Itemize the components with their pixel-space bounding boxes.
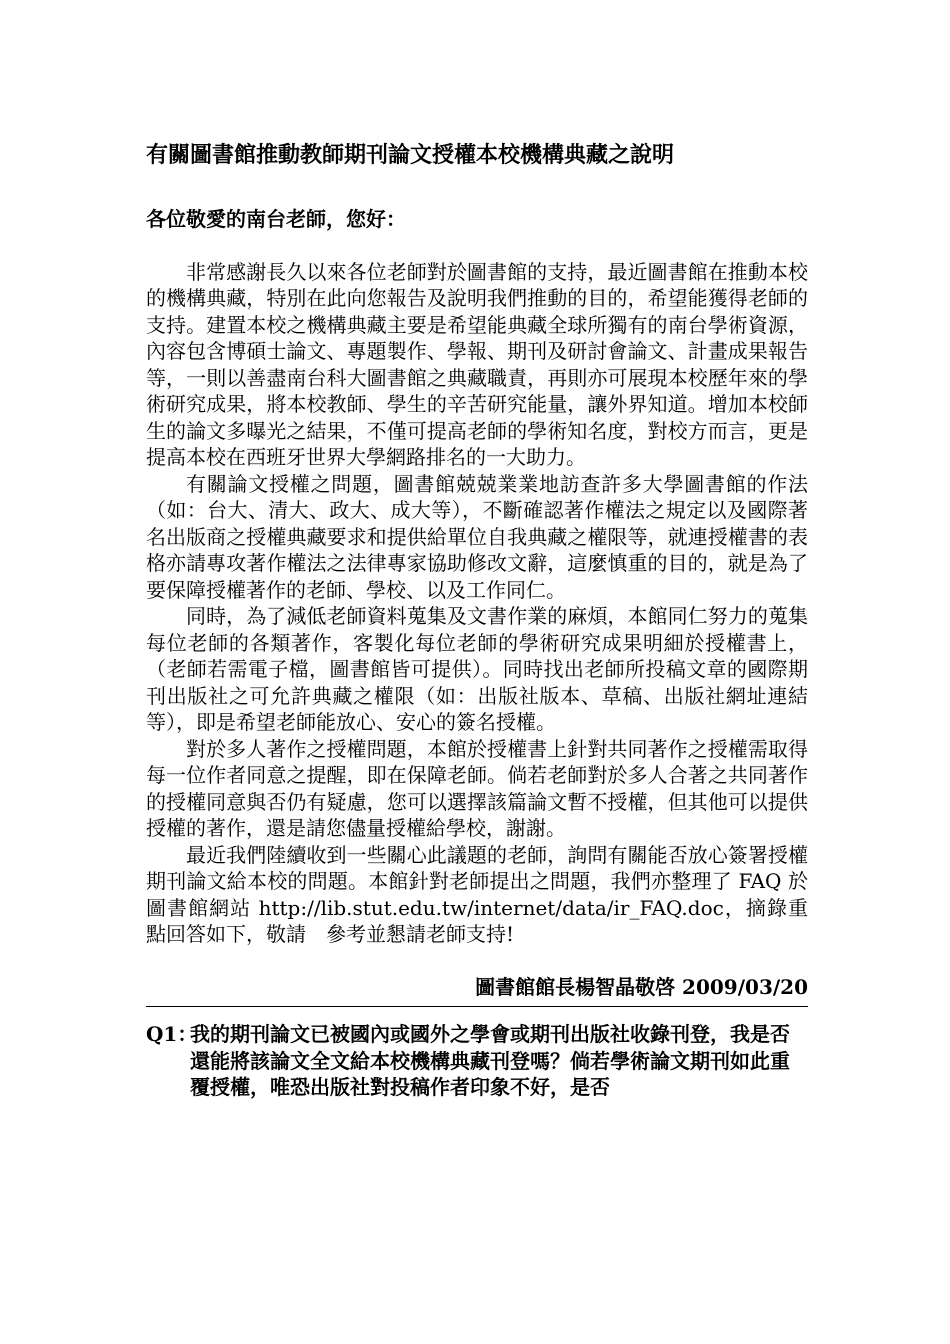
paragraph-1: 非常感謝長久以來各位老師對於圖書館的支持，最近圖書館在推動本校的機構典藏，特別在此向您報告及說明我們推動的目的，希望能獲得老師的支持。建置本校之機構典藏主要是希望能典藏全球所獨有的南台學術資源，內容包含博碩士論文、專題製作、學報、期刊及研討會論文、計畫成果報告等，一則以善盡南台科大圖書館之典藏職責，再則亦可展現本校歷年來的學術研究成果，將本校教師、學生的辛苦研究能量，讓外界知道。增加本校師生的論文多曝光之結果，不僅可提高老師的學術知名度，對校方而言，更是提高本校在西班牙世界大學網路排名的一大助力。	[146, 259, 808, 469]
salutation: 各位敬愛的南台老師，您好：	[146, 207, 406, 231]
paragraph-2: 有關論文授權之問題，圖書館兢兢業業地訪查許多大學圖書館的作法（如：台大、清大、政大、成大等），不斷確認著作權法之規定以及國際著名出版商之授權典藏要求和提供給單位自我典藏之權限等，就連授權書的表格亦請專攻著作權法之法律專家協助修改文辭，這麼慎重的目的，就是為了要保障授權著作的老師、學校、以及工作同仁。	[146, 471, 808, 602]
paragraph-4: 對於多人著作之授權問題，本館於授權書上針對共同著作之授權需取得每一位作者同意之提醒，即在保障老師。倘若老師對於多人合著之共同著作的授權同意與否仍有疑慮，您可以選擇該篇論文暫不授權，但其他可以提供授權的著作，還是請您儘量授權給學校，謝謝。	[146, 736, 808, 840]
document-title: 有關圖書館推動教師期刊論文授權本校機構典藏之說明	[146, 142, 675, 168]
faq-question-1	[146, 1021, 808, 1101]
paragraph-3: 同時，為了減低老師資料蒐集及文書作業的麻煩，本館同仁努力的蒐集每位老師的各類著作，客製化每位老師的學術研究成果明細於授權書上，（老師若需電子檔，圖書館皆可提供）。同時找出老師所投稿文章的國際期刊出版社之可允許典藏之權限（如：出版社版本、草稿、出版社網址連結等），即是希望老師能放心、安心的簽名授權。	[146, 604, 808, 734]
signature: 圖書館館長楊智晶敬啓 2009/03/20	[475, 974, 808, 999]
faq-question-label: Q1：	[146, 1022, 198, 1046]
faq-question-text: 我的期刊論文已被國內或國外之學會或期刊出版社收錄刊登，我是否還能將該論文全文給本校機構典藏刊登嗎？倘若學術論文期刊如此重覆授權，唯恐出版社對投稿作者印象不好，是否	[190, 1022, 790, 1099]
document-page	[146, 140, 808, 1101]
paragraph-5: 最近我們陸續收到一些關心此議題的老師，詢問有關能否放心簽署授權期刊論文給本校的問題。本館針對老師提出之問題，我們亦整理了 FAQ 於圖書館網站 http://lib.stut.edu.tw/internet/data/ir_FAQ.doc，摘錄重點回答如下，敬請 參考並懇請老師支持!	[146, 842, 808, 946]
divider	[146, 1006, 808, 1007]
